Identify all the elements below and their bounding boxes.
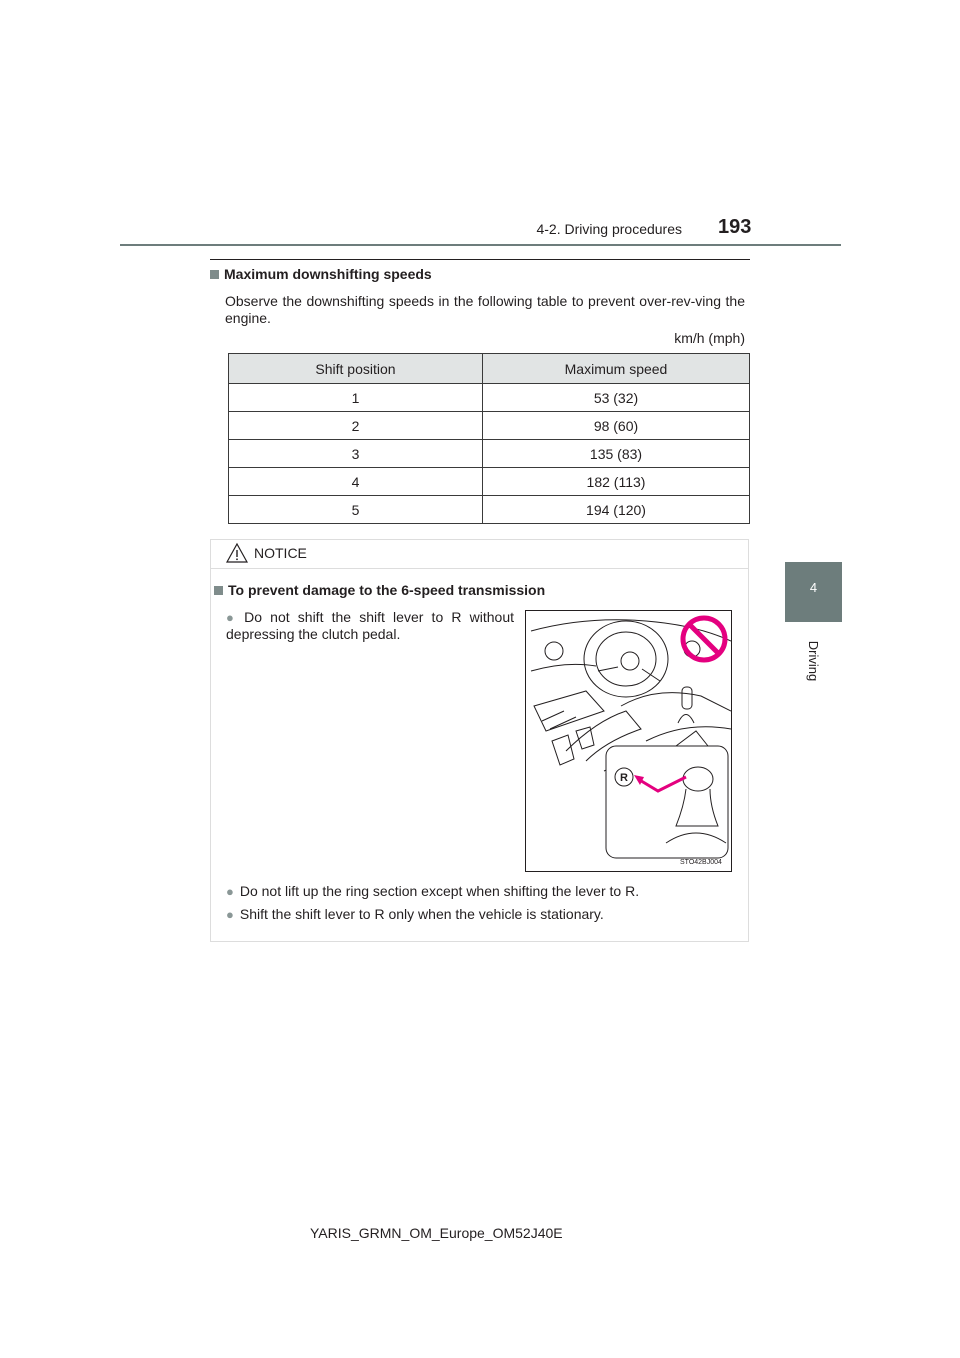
notice-heading <box>214 582 545 598</box>
table-cell: 182 (113) <box>483 468 750 496</box>
table-cell: 98 (60) <box>483 412 750 440</box>
table-cell: 3 <box>229 440 483 468</box>
notice-bullet <box>226 609 514 643</box>
r-position-label: R <box>620 772 628 784</box>
warning-triangle-icon <box>226 542 248 564</box>
circle-bullet-icon: ● <box>226 610 239 625</box>
table-cell: 2 <box>229 412 483 440</box>
page-number: 193 <box>718 216 752 238</box>
notice-heading-text: To prevent damage to the 6-speed transmission <box>228 582 546 598</box>
car-interior-drawing <box>526 611 732 872</box>
table-header-row <box>229 354 750 384</box>
notice-bullet <box>226 883 639 899</box>
section-heading-text: Maximum downshifting speeds <box>224 266 432 282</box>
notice-title-row <box>226 542 307 564</box>
table-cell: 135 (83) <box>483 440 750 468</box>
chapter-number: 4 <box>809 580 818 595</box>
circle-bullet-icon: ● <box>226 883 234 899</box>
table-cell: 4 <box>229 468 483 496</box>
column-header: Shift position <box>229 354 483 384</box>
table-row <box>229 412 750 440</box>
table-cell: 194 (120) <box>483 496 750 524</box>
illustration-code: STO42BJ004 <box>680 859 722 866</box>
footer-doc-id: YARIS_GRMN_OM_Europe_OM52J40E <box>310 1225 563 1241</box>
chapter-tab[interactable] <box>785 562 842 622</box>
square-bullet-icon <box>210 270 219 279</box>
section-divider <box>210 259 750 260</box>
notice-bullet-text: Shift the shift lever to R only when the vehicle is stationary. <box>239 906 604 922</box>
table-cell: 1 <box>229 384 483 412</box>
table-row <box>229 440 750 468</box>
circle-bullet-icon: ● <box>226 906 234 922</box>
table-row <box>229 496 750 524</box>
prohibition-icon <box>683 618 725 660</box>
column-header: Maximum speed <box>483 354 750 384</box>
square-bullet-icon <box>214 586 223 595</box>
unit-label: km/h (mph) <box>674 330 745 346</box>
shift-lever-illustration <box>525 610 732 872</box>
chapter-label: Driving <box>806 640 821 682</box>
notice-divider <box>211 568 748 569</box>
table-row <box>229 468 750 496</box>
section-heading <box>210 266 432 282</box>
notice-bullet <box>226 906 604 922</box>
header-divider <box>120 244 841 246</box>
notice-bullet-text: Do not shift the shift lever to R without depressing the clutch pedal. <box>226 609 515 642</box>
downshift-speed-table <box>228 353 750 524</box>
section-body: Observe the downshifting speeds in the following table to prevent over-rev-ving the engine. <box>225 293 745 326</box>
table-cell: 5 <box>229 496 483 524</box>
table-cell: 53 (32) <box>483 384 750 412</box>
header-section-title: 4-2. Driving procedures <box>536 221 682 237</box>
table-row <box>229 384 750 412</box>
notice-title: NOTICE <box>254 545 307 561</box>
notice-bullet-text: Do not lift up the ring section except when shifting the lever to R. <box>239 883 640 899</box>
